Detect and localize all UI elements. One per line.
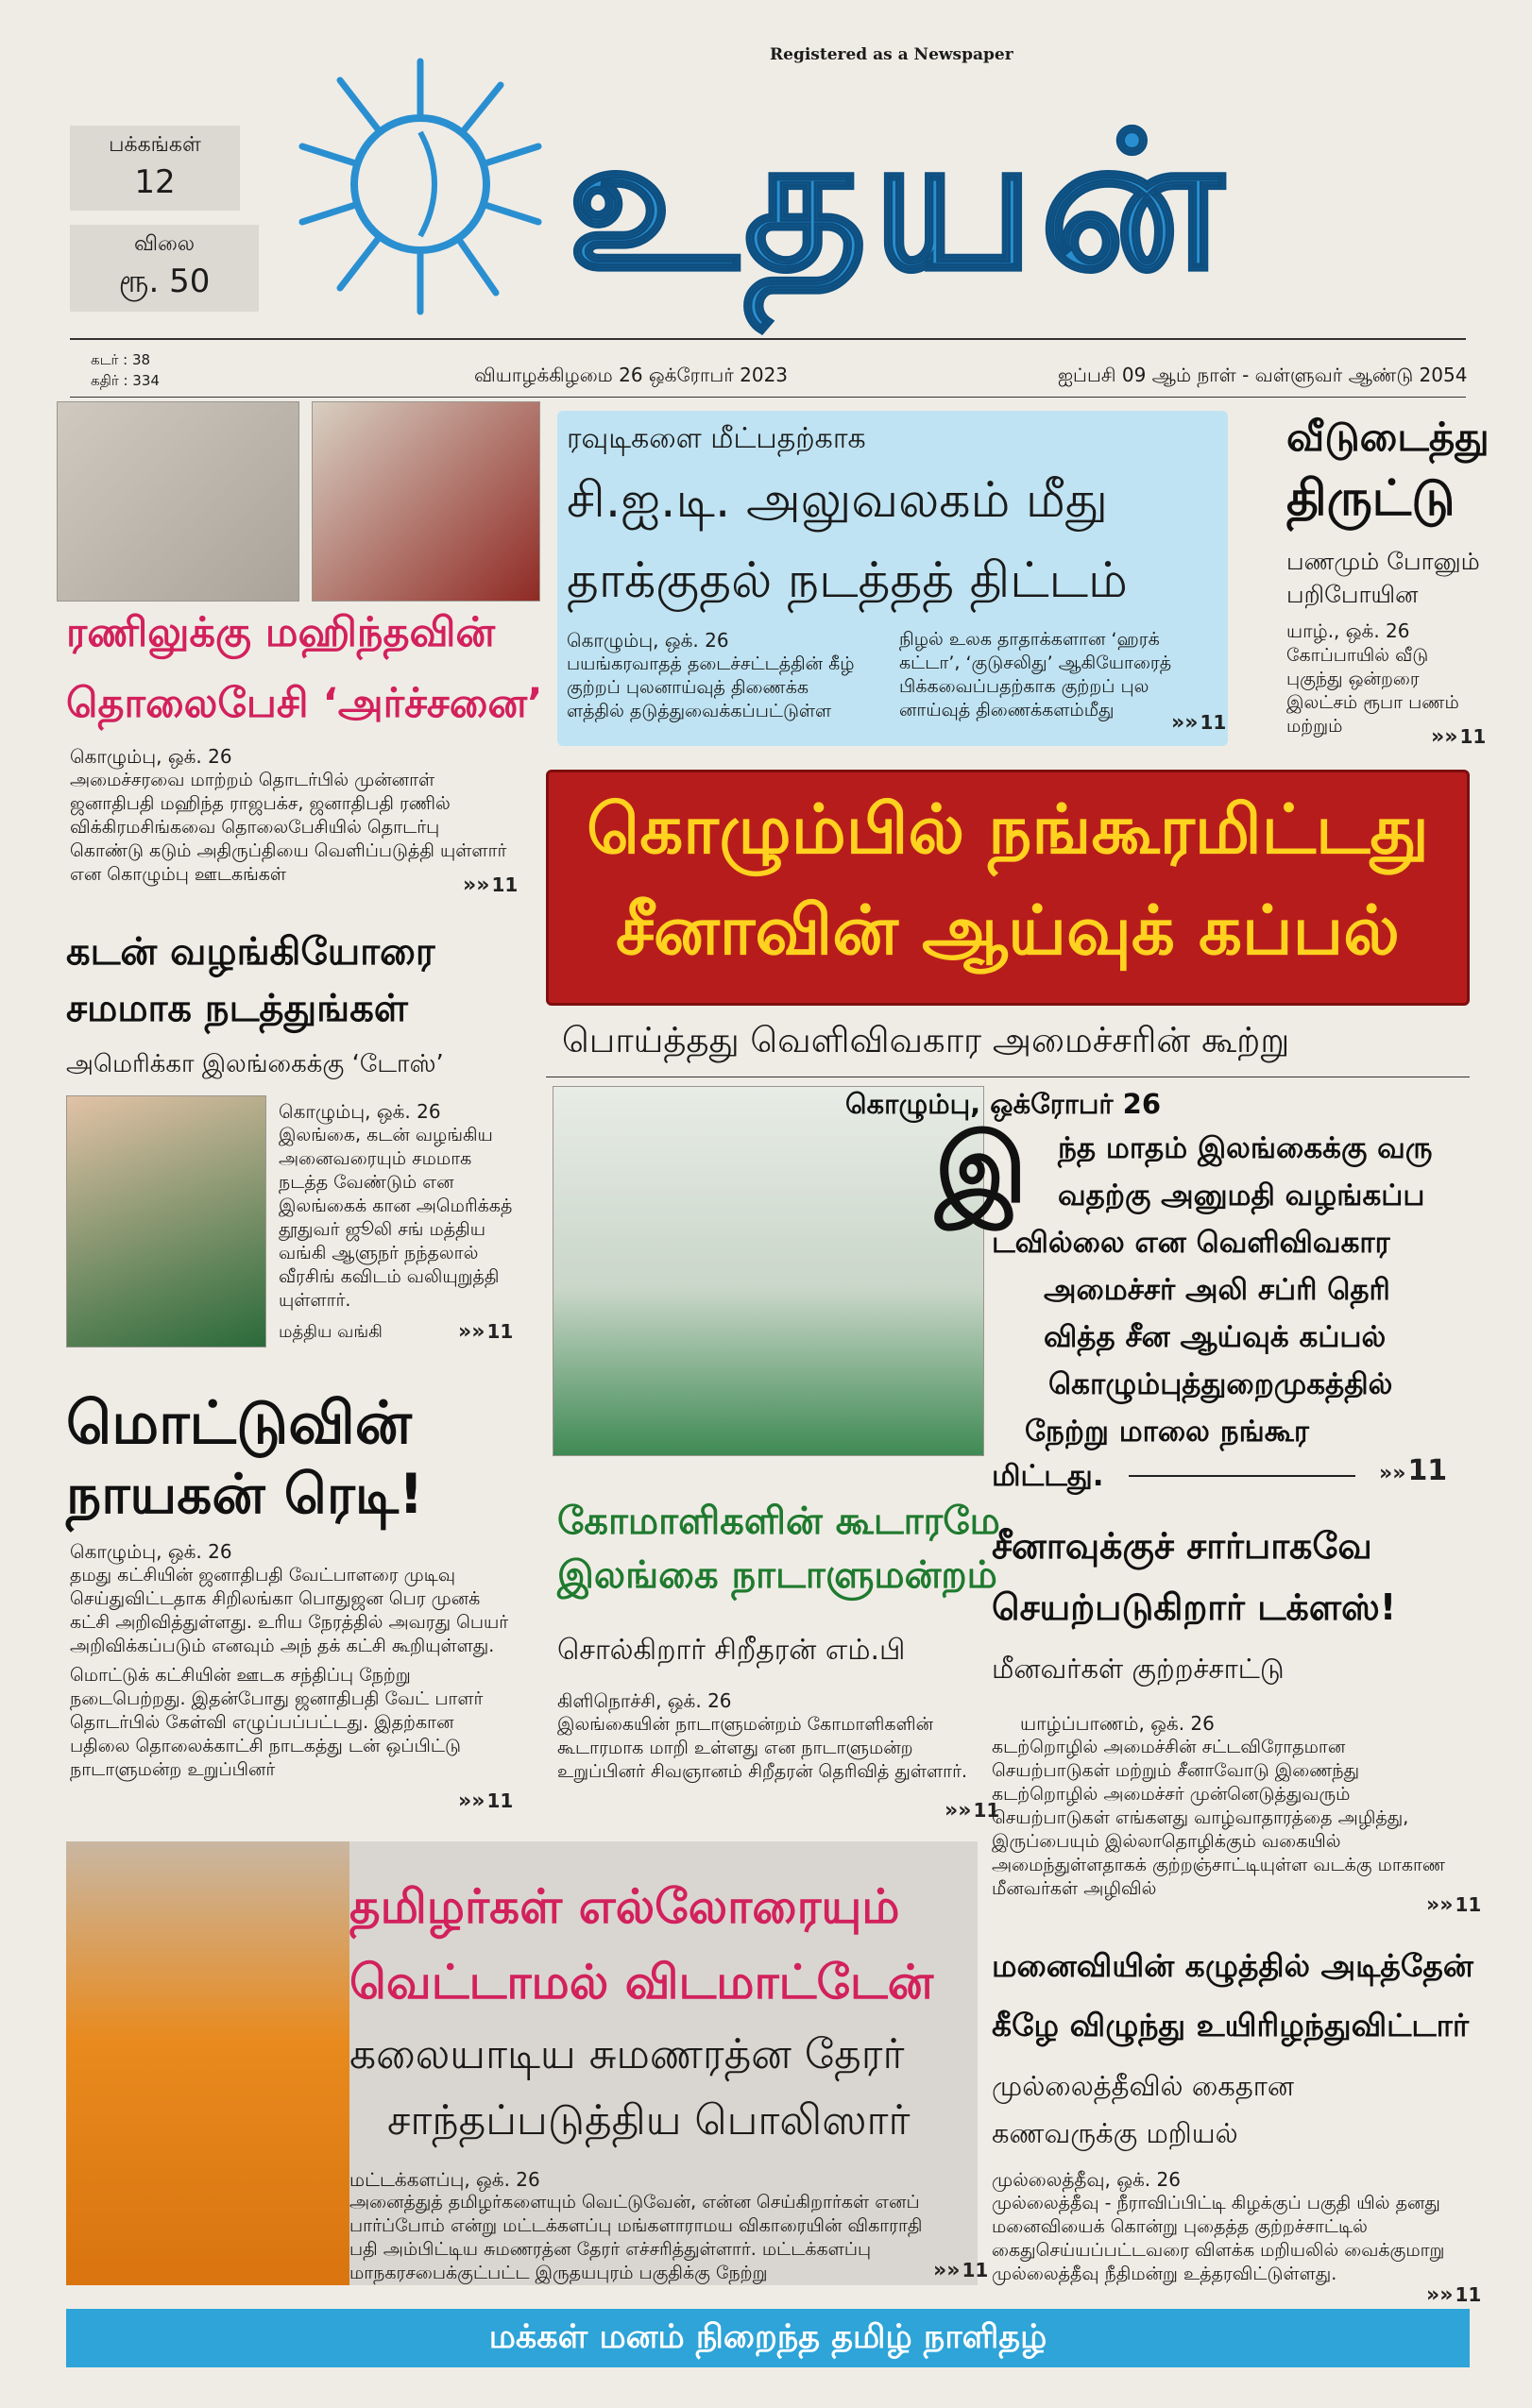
date-rule (70, 397, 1466, 398)
parliament-headline-1: கோமாளிகளின் கூடாரமே (557, 1500, 1000, 1543)
theft-headline-2: திருட்டு (1286, 470, 1455, 527)
ranil-headline-2: தொலைபேசி ‘அர்ச்சனை’ (66, 680, 543, 727)
monk-body: அனைத்துத் தமிழர்களையும் வெட்டுவேன், என்ன செய்கிறார்கள் எனப் பார்ப்போம் என்று மட்டக்களப்பு மங்களாராமய விகாரையின் விகாராதி பதி அம்பிட்டிய சுமணரத்ன தேரர் எச்சரித்துள்ளார். மட்டக்களப்பு மாநகரசபைக்குட்பட்ட இருதயபுரம் பகுதிக்கு நேற்று (349, 2192, 923, 2283)
douglas-body: கடற்றொழில் அமைச்சின் சட்டவிரோதமான செயற்பாடுகள் மற்றும் சீனாவோடு இணைந்து கடற்றொழில் அமைச்சர் முன்னெடுத்துவரும் செயற்பாடுகள் எங்களது வாழ்வாதாரத்தை அழித்து, இருப்பையும் இல்லாதொழிக்கும் வகையில் அமைந்துள்ளதாகக் குற்றஞ்சாட்டியுள்ள வடக்கு மாகாண மீனவர்கள் அழிவில் (992, 1737, 1446, 1899)
wife-sub-1: முல்லைத்தீவில் கைதான (992, 2070, 1295, 2102)
douglas-more[interactable]: »» 11 (1426, 1893, 1481, 1917)
douglas-dateline: யாழ்ப்பாணம், ஒக். 26 (1020, 1712, 1215, 1735)
lead-headline-1: கொழும்பில் நங்கூரமிட்டது (587, 789, 1429, 869)
lead-line-3: டவில்லை என வெளிவிவகார (992, 1226, 1390, 1260)
theft-more[interactable]: »» 11 (1431, 725, 1486, 749)
monk-photo (66, 1841, 349, 2285)
lead-line-1: ந்த மாதம் இலங்கைக்கு வரு (1058, 1131, 1433, 1165)
lead-line-6: கொழும்புத்துறைமுகத்தில் (1048, 1367, 1393, 1401)
lead-line-7: நேற்று மாலை நங்கூர (1025, 1415, 1309, 1449)
monk-story-box (66, 1841, 989, 2285)
debt-caption: மத்திய வங்கி (279, 1322, 383, 1342)
lead-subhead: பொய்த்தது வெளிவிவகார அமைச்சரின் கூற்று (562, 1020, 1290, 1060)
lead-banner (546, 770, 1470, 1006)
wife-more[interactable]: »» 11 (1426, 2283, 1481, 2307)
sun-logo-icon (283, 42, 557, 326)
mottu-headline-1: மொட்டுவின் (66, 1388, 412, 1457)
issue-line-2: கதிர் : 334 (91, 372, 160, 389)
mottu-body-1: தமது கட்சியின் ஜனாதிபதி வேட்பாளரை முடிவு செய்துவிட்டதாக சிறிலங்கா பொதுஜன பெர முனக் கட்சி அறிவித்துள்ளது. உரிய நேரத்தில் அவரது பெயர் அறிவிக்கப்படும் எனவும் அந் தக் கட்சி கூறியுள்ளது. (70, 1565, 509, 1656)
lead-more-rule (1129, 1475, 1355, 1477)
lead-line-4: அமைச்சர் அலி சப்ரி தெரி (1044, 1273, 1390, 1307)
debt-headline-2: சமமாக நடத்துங்கள் (66, 987, 408, 1030)
masthead-logo: உதயன் (567, 93, 1230, 313)
parliament-sub: சொல்கிறார் சிறீதரன் எம்.பி (557, 1634, 906, 1667)
price-value: ரூ. 50 (118, 263, 211, 300)
theft-dateline: யாழ்., ஒக். 26 (1286, 619, 1410, 642)
lead-headline-2: சீனாவின் ஆய்வுக் கப்பல் (616, 890, 1400, 970)
wife-body: முல்லைத்தீவு - நீராவிப்பிட்டி கிழக்குப் பகுதி யில் தனது மனைவியைக் கொன்று புதைத்த குற்றச்சாட்டில் கைதுசெய்யப்பட்டவரை விளக்க மறியலில் வைக்குமாறு முல்லைத்தீவு நீதிமன்று உத்தரவிட்டுள்ளது. (992, 2193, 1445, 2284)
issue-date: வியாழக்கிழமை 26 ஒக்ரோபர் 2023 (474, 364, 789, 386)
ranil-photo (57, 401, 299, 602)
monk-headline-2: வெட்டாமல் விடமாட்டேன் (349, 1955, 934, 2009)
debt-more[interactable]: »» 11 (458, 1320, 513, 1344)
debt-headline-1: கடன் வழங்கியோரை (66, 930, 435, 974)
parliament-headline-2: இலங்கை நாடாளுமன்றம் (557, 1553, 997, 1597)
theft-headline-1: வீடுடைத்து (1286, 414, 1489, 460)
pages-label: பக்கங்கள் (109, 133, 201, 157)
debt-kicker: அமெரிக்கா இலங்கைக்கு ‘டோஸ்’ (66, 1050, 444, 1078)
monk-sub-2: சாந்தப்படுத்திய பொலிஸார் (387, 2096, 911, 2145)
monk-more[interactable]: »» 11 (933, 2259, 988, 2282)
parliament-body: இலங்கையின் நாடாளுமன்றம் கோமாளிகளின் கூடாரமாக மாறி உள்ளது என நாடாளுமன்ற உறுப்பினர் சிவஞானம் சிறீதரன் தெரிவித் துள்ளார். (557, 1714, 968, 1782)
wife-dateline: முல்லைத்தீவு, ஒக். 26 (992, 2168, 1181, 2191)
julie-chung-photo (66, 1095, 266, 1348)
cid-more[interactable]: »» 11 (1171, 711, 1226, 735)
theft-body: கோப்பாயில் வீடு புகுந்து ஒன்றரை இலட்சம் ரூபா பணம் மற்றும் (1286, 645, 1459, 737)
registered-label: Registered as a Newspaper (770, 45, 1013, 64)
debt-body: இலங்கை, கடன் வழங்கிய அனைவரையும் சமமாக நடத்த வேண்டும் என இலங்கைக் கான அமெரிக்கத் தூதுவர் ஜூலி சங் மத்திய வங்கி ஆளுநர் நந்தலால் வீரசிங் கவிடம் வலியுறுத்தி யுள்ளார். (279, 1125, 513, 1311)
price-box (70, 225, 259, 312)
footer-slogan: மக்கள் மனம் நிறைந்த தமிழ் நாளிதழ் (488, 2318, 1047, 2356)
ranil-headline-1: ரணிலுக்கு மஹிந்தவின் (66, 609, 496, 656)
cid-kicker: ரவுடிகளை மீட்பதற்காக (567, 422, 866, 455)
douglas-headline-1: சீனாவுக்குச் சார்பாகவே (992, 1525, 1372, 1567)
cid-body-left: பயங்கரவாதத் தடைச்சட்டத்தின் கீழ் குற்றப் புலனாய்வுத் திணைக்க ளத்தில் தடுத்துவைக்கப்பட்டுள்ள (567, 653, 855, 721)
ranil-dateline: கொழும்பு, ஒக். 26 (70, 745, 232, 768)
cid-headline-1: சி.ஐ.டி. அலுவலகம் மீது (567, 472, 1108, 529)
ranil-more[interactable]: »» 11 (463, 873, 518, 897)
ship-photo (553, 1086, 984, 1456)
issue-line-1: கடர் : 38 (91, 351, 151, 368)
cid-body-right: நிழல் உலக தாதாக்களான ‘ஹரக் கட்டா’, ‘குடுசலிது’ ஆகியோரைத் பிக்கவைப்பதற்காக குற்றப் புல னாய்வுத் திணைக்களம்மீது (899, 629, 1172, 721)
lead-line-2: வதற்கு அனுமதி வழங்கப்ப (1058, 1179, 1425, 1212)
monk-dateline: மட்டக்களப்பு, ஒக். 26 (349, 2168, 540, 2191)
theft-sub-2: பறிபோயின (1286, 581, 1419, 608)
lead-line-5: வித்த சீன ஆய்வுக் கப்பல் (1044, 1320, 1387, 1354)
wife-sub-2: கணவருக்கு மறியல் (992, 2117, 1238, 2149)
wife-headline-2: கீழே விழுந்து உயிரிழந்துவிட்டார் (992, 2007, 1470, 2043)
lead-dateline: கொழும்பு, ஒக்ரோபர் 26 (845, 1088, 1162, 1120)
cid-headline-2: தாக்குதல் நடத்தத் திட்டம் (567, 552, 1128, 609)
mottu-more[interactable]: »» 11 (458, 1789, 513, 1813)
lead-dropcap: இ (935, 1113, 1028, 1224)
parliament-more[interactable]: »» 11 (945, 1799, 999, 1823)
masthead-rule (70, 338, 1466, 340)
cid-story-box (557, 411, 1228, 746)
monk-sub-1: கலையாடிய சுமணரத்ன தேரர் (349, 2030, 905, 2078)
wife-headline-1: மனைவியின் கழுத்தில் அடித்தேன் (992, 1947, 1473, 1984)
douglas-headline-2: செயற்படுகிறார் டக்ளஸ்! (992, 1586, 1397, 1628)
douglas-sub: மீனவர்கள் குற்றச்சாட்டு (992, 1653, 1285, 1685)
pages-box (70, 126, 240, 211)
ranil-body: அமைச்சரவை மாற்றம் தொடர்பில் முன்னாள் ஜனாதிபதி மஹிந்த ராஜபக்ச, ஜனாதிபதி ரணில் விக்கிரமசிங்கவை தொலைபேசியில் தொடர்பு கொண்டு கடும் அதிருப்தியை வெளிப்படுத்தி யுள்ளார் என கொழும்பு ஊடகங்கள் (70, 770, 507, 885)
tamil-calendar-date: ஐப்பசி 09 ஆம் நாள் - வள்ளுவர் ஆண்டு 2054 (1058, 364, 1468, 386)
mottu-dateline: கொழும்பு, ஒக். 26 (70, 1540, 232, 1563)
monk-headline-1: தமிழர்கள் எல்லோரையும் (349, 1879, 900, 1934)
footer-banner (66, 2309, 1470, 2367)
debt-dateline: கொழும்பு, ஒக். 26 (279, 1100, 441, 1123)
parliament-dateline: கிளிநொச்சி, ஒக். 26 (557, 1689, 732, 1712)
price-label: விலை (133, 232, 196, 256)
mottu-body-2: மொட்டுக் கட்சியின் ஊடக சந்திப்பு நேற்று நடைபெற்றது. இதன்போது ஜனாதிபதி வேட் பாளர் தொடர்பில் கேள்வி எழுப்பப்பட்டது. இதற்கான பதிலை தொலைக்காட்சி நாடகத்து டன் ஒப்பிட்டு நாடாளுமன்ற உறுப்பினர் (70, 1665, 484, 1780)
theft-sub-1: பணமும் போனும் (1286, 548, 1480, 575)
mottu-headline-2: நாயகன் ரெடி! (66, 1462, 424, 1526)
mahinda-photo (312, 401, 540, 602)
cid-dateline: கொழும்பு, ஒக். 26 (567, 629, 729, 652)
pages-value: 12 (134, 163, 176, 201)
lead-more[interactable]: »» 11 (1379, 1454, 1447, 1487)
lead-line-8: மிட்டது. (992, 1459, 1104, 1493)
